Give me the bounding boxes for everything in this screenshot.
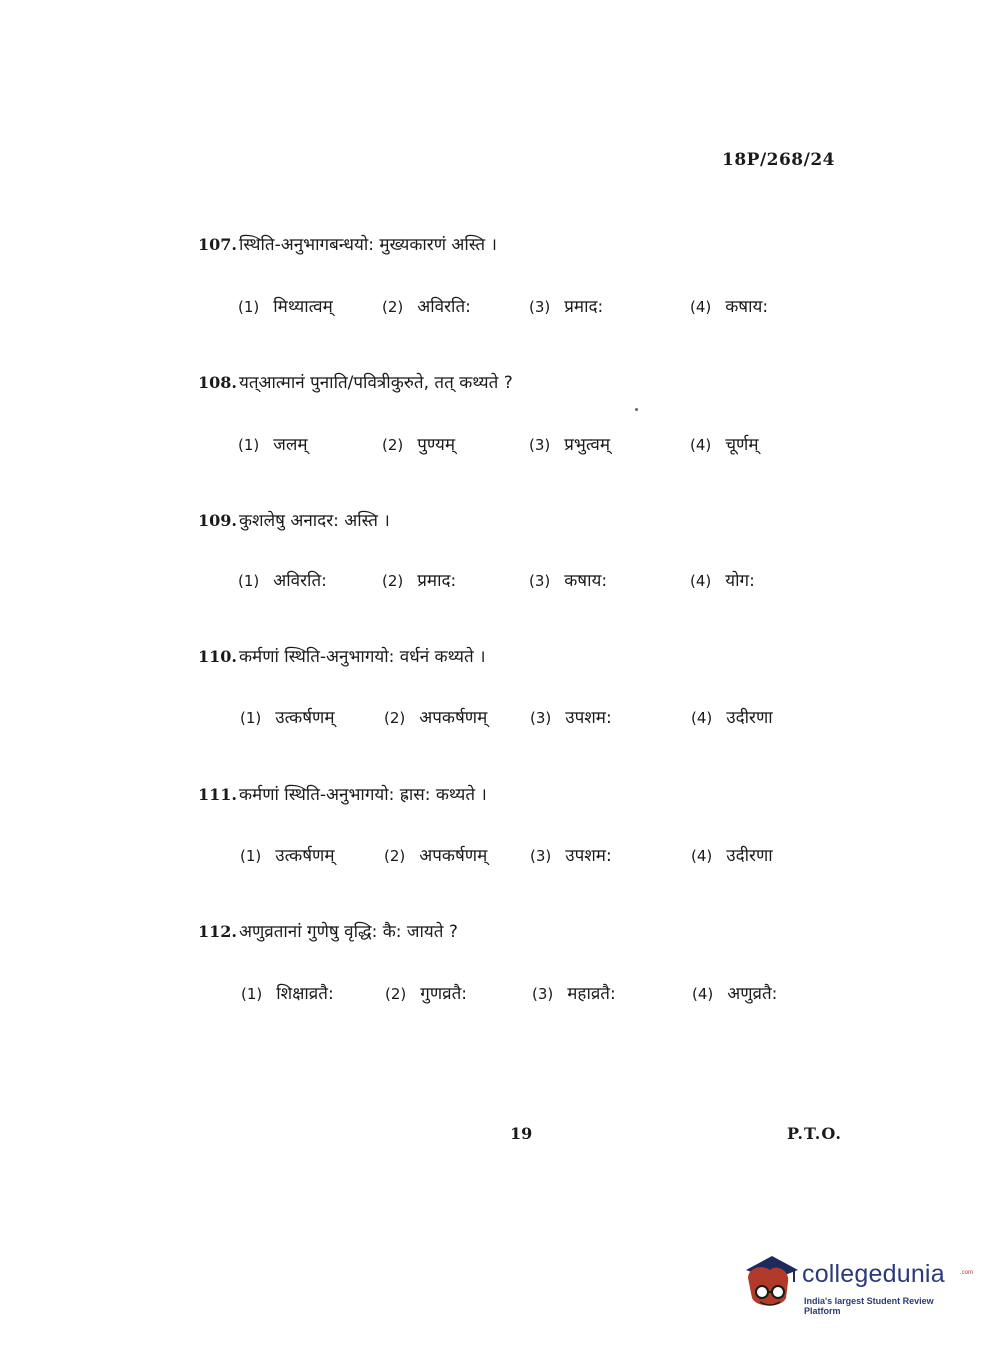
logo-suffix: .com <box>960 1270 974 1276</box>
question-number: 109. <box>198 511 237 530</box>
option-text: अपकर्षणम् <box>419 708 488 728</box>
option-3 <box>530 706 612 730</box>
option-text: प्रमाद: <box>564 297 604 317</box>
option-text: अविरति: <box>417 297 471 317</box>
option-4 <box>690 295 768 319</box>
option-number: (1) <box>240 709 262 727</box>
option-number: (2) <box>382 298 404 316</box>
question-109 <box>198 509 390 533</box>
option-text: कषाय: <box>564 571 608 591</box>
option-number: (4) <box>691 709 713 727</box>
mascot-icon <box>742 1248 800 1312</box>
option-text: कषाय: <box>725 297 769 317</box>
option-3 <box>529 295 603 319</box>
question-number: 111. <box>198 785 237 804</box>
logo-wordmark: collegedunia <box>802 1260 945 1288</box>
option-4 <box>692 982 777 1006</box>
option-1 <box>241 982 334 1006</box>
option-number: (3) <box>530 847 552 865</box>
option-text: प्रमाद: <box>417 571 457 591</box>
question-number: 108. <box>198 373 237 392</box>
pto-label: P.T.O. <box>787 1124 842 1143</box>
option-number: (1) <box>241 985 263 1003</box>
option-text: प्रभुत्वम् <box>564 435 610 455</box>
option-4 <box>690 433 759 457</box>
option-number: (2) <box>382 436 404 454</box>
option-number: (1) <box>238 572 260 590</box>
option-number: (2) <box>384 709 406 727</box>
option-2 <box>382 569 456 593</box>
option-1 <box>238 569 327 593</box>
option-number: (4) <box>692 985 714 1003</box>
question-text: यत्आत्मानं पुनाति/पवित्रीकुरुते, तत् कथ्यते ? <box>238 373 513 393</box>
option-2 <box>385 982 467 1006</box>
question-number: 107. <box>198 235 237 254</box>
option-2 <box>382 433 455 457</box>
option-1 <box>238 295 333 319</box>
question-text: कर्मणां स्थिति-अनुभागयो: ह्रास: कथ्यते । <box>238 785 487 805</box>
option-number: (3) <box>530 709 552 727</box>
question-111 <box>198 783 487 807</box>
option-3 <box>529 433 610 457</box>
question-number: 112. <box>198 922 237 941</box>
question-text: कर्मणां स्थिति-अनुभागयो: वर्धनं कथ्यते । <box>238 647 486 667</box>
option-text: शिक्षाव्रतै: <box>276 984 334 1004</box>
option-text: चूर्णम् <box>725 435 759 455</box>
question-text: अणुव्रतानां गुणेषु वृद्धि: कै: जायते ? <box>238 922 458 942</box>
question-number: 110. <box>198 647 237 666</box>
option-text: उपशम: <box>565 846 612 866</box>
option-text: योग: <box>725 571 755 591</box>
question-text: स्थिति-अनुभागबन्धयो: मुख्यकारणं अस्ति । <box>238 235 497 255</box>
option-number: (3) <box>529 436 551 454</box>
option-4 <box>691 706 773 730</box>
page-number: 19 <box>510 1124 533 1143</box>
option-text: अणुव्रतै: <box>727 984 778 1004</box>
option-number: (4) <box>690 298 712 316</box>
option-number: (3) <box>529 298 551 316</box>
option-number: (4) <box>691 847 713 865</box>
option-2 <box>382 295 471 319</box>
option-3 <box>532 982 616 1006</box>
option-number: (1) <box>240 847 262 865</box>
option-2 <box>384 706 487 730</box>
question-112 <box>198 920 458 944</box>
option-text: अपकर्षणम् <box>419 846 488 866</box>
collegedunia-logo <box>742 1248 972 1318</box>
option-text: महाव्रतै: <box>567 984 616 1004</box>
option-4 <box>691 844 773 868</box>
option-text: उत्कर्षणम् <box>275 846 335 866</box>
option-text: अविरति: <box>273 571 327 591</box>
logo-tagline: India's largest Student Review Platform <box>804 1296 934 1316</box>
option-number: (3) <box>532 985 554 1003</box>
option-text: उत्कर्षणम् <box>275 708 335 728</box>
option-text: उदीरणा <box>726 846 773 866</box>
option-text: गुणव्रतै: <box>420 984 467 1004</box>
option-number: (2) <box>384 847 406 865</box>
option-1 <box>240 844 335 868</box>
option-4 <box>690 569 755 593</box>
option-number: (2) <box>385 985 407 1003</box>
question-108 <box>198 371 513 395</box>
option-number: (1) <box>238 298 260 316</box>
paper-code: 18P/268/24 <box>722 150 836 170</box>
option-number: (3) <box>529 572 551 590</box>
question-110 <box>198 645 486 669</box>
option-number: (4) <box>690 572 712 590</box>
option-text: जलम् <box>273 435 308 455</box>
option-text: उदीरणा <box>726 708 773 728</box>
option-text: पुण्यम् <box>417 435 456 455</box>
question-107 <box>198 233 497 257</box>
option-number: (2) <box>382 572 404 590</box>
option-text: उपशम: <box>565 708 612 728</box>
stray-mark <box>635 408 638 411</box>
option-number: (4) <box>690 436 712 454</box>
option-1 <box>240 706 335 730</box>
option-3 <box>529 569 607 593</box>
option-3 <box>530 844 612 868</box>
option-1 <box>238 433 308 457</box>
option-2 <box>384 844 487 868</box>
question-text: कुशलेषु अनादर: अस्ति । <box>238 511 390 531</box>
option-text: मिथ्यात्वम् <box>273 297 333 317</box>
option-number: (1) <box>238 436 260 454</box>
